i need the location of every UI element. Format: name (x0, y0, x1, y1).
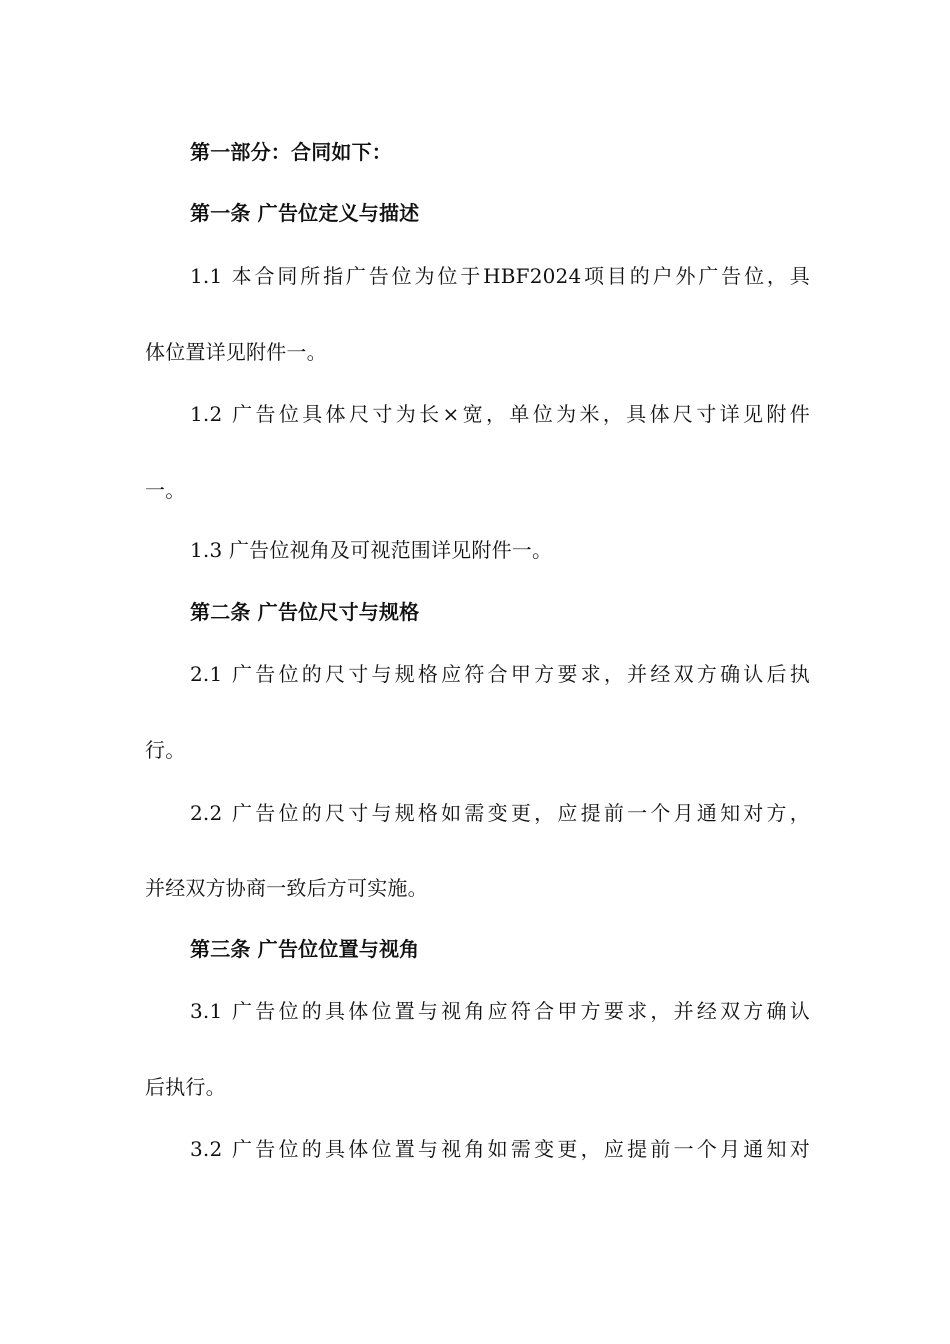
clause-1-1-line-2: 体位置详见附件一。 (145, 340, 327, 364)
clause-2-2-line-1: 2.2 广告位的尺寸与规格如需变更，应提前一个月通知对方， (190, 801, 810, 825)
clause-3-1-line-1: 3.1 广告位的具体位置与视角应符合甲方要求，并经双方确认 (190, 999, 810, 1023)
clause-3-1-line-2: 后执行。 (145, 1075, 226, 1099)
article-2-heading: 第二条 广告位尺寸与规格 (190, 600, 420, 624)
clause-3-2-line-1: 3.2 广告位的具体位置与视角如需变更，应提前一个月通知对 (190, 1137, 810, 1161)
article-1-heading: 第一条 广告位定义与描述 (190, 201, 420, 225)
clause-2-2-line-2: 并经双方协商一致后方可实施。 (145, 876, 428, 900)
part-heading: 第一部分：合同如下： (190, 140, 392, 164)
clause-1-3: 1.3 广告位视角及可视范围详见附件一。 (190, 538, 553, 562)
article-3-heading: 第三条 广告位位置与视角 (190, 937, 420, 961)
clause-1-2-line-1: 1.2 广告位具体尺寸为长×宽，单位为米，具体尺寸详见附件 (190, 402, 810, 426)
clause-2-1-line-2: 行。 (145, 738, 186, 762)
clause-1-2-line-2: 一。 (145, 478, 186, 502)
clause-2-1-line-1: 2.1 广告位的尺寸与规格应符合甲方要求，并经双方确认后执 (190, 662, 810, 686)
clause-1-1-line-1: 1.1 本合同所指广告位为位于HBF2024项目的户外广告位，具 (190, 264, 810, 288)
